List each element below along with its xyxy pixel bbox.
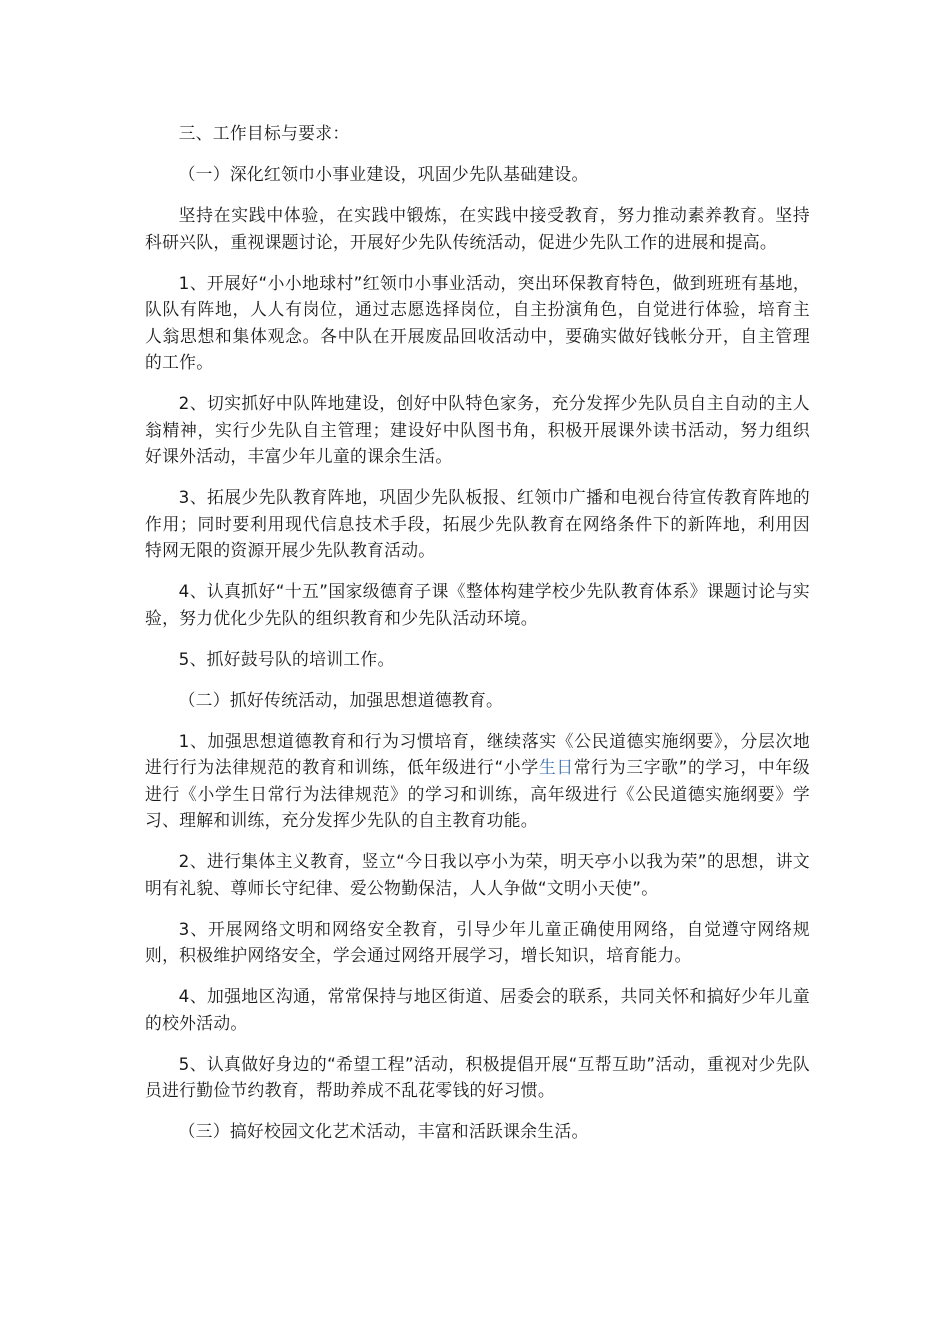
list-item: 4、认真抓好“十五”国家级德育子课《整体构建学校少先队教育体系》课题讨论与实验，努力优化少先队的组织教育和少先队活动环境。: [145, 581, 810, 628]
subsection-title-1: （一）深化红领巾小事业建设，巩固少先队基础建设。: [178, 164, 589, 184]
list-item: 2、切实抓好中队阵地建设，创好中队特色家务，充分发挥少先队员自主自动的主人翁精神，实行少先队自主管理；建设好中队图书角，积极开展课外读书活动，努力组织好课外活动，丰富少年儿童的课余生活。: [145, 393, 810, 466]
text-run: 1、加强思想道德教育和行为习惯培育，继续落实《公民道德实施纲要》，分层次地进行行为法律规范的教育和训练，低年级进行“小学: [145, 730, 810, 777]
list-item: 3、拓展少先队教育阵地，巩固少先队板报、红领巾广播和电视台待宣传教育阵地的作用；同时要利用现代信息技术手段，拓展少先队教育在网络条件下的新阵地，利用因特网无限的资源开展少先队教育活动。: [145, 487, 810, 560]
list-item: 1、开展好“小小地球村”红领巾小事业活动，突出环保教育特色，做到班班有基地，队队有阵地，人人有岗位，通过志愿选择岗位，自主扮演角色，自觉进行体验，培育主人翁思想和集体观念。各中队在开展废品回收活动中，要确实做好钱帐分开，自主管理的工作。: [145, 272, 810, 372]
list-item: 3、开展网络文明和网络安全教育，引导少年儿童正确使用网络，自觉遵守网络规则，积极维护网络安全，学会通过网络开展学习，增长知识，培育能力。: [145, 918, 810, 965]
paragraph-intro: 坚持在实践中体验，在实践中锻炼，在实践中接受教育，努力推动素养教育。坚持科研兴队，重视课题讨论，开展好少先队传统活动，促进少先队工作的进展和提高。: [145, 205, 810, 252]
hyperlink[interactable]: 生日: [538, 757, 574, 777]
list-item: 4、加强地区沟通，常常保持与地区街道、居委会的联系，共同关怀和搞好少年儿童的校外活动。: [145, 986, 810, 1033]
subsection-title-3: （三）搞好校园文化艺术活动，丰富和活跃课余生活。: [178, 1121, 589, 1141]
text-run: 常行为三字歌”的学习，中年级进行《小学生日常行为法律规范》的学习和训练，高年级进行《公民道德实施纲要》学习、理解和训练，充分发挥少先队的自主教育功能。: [145, 757, 810, 830]
list-item: 2、进行集体主义教育，竖立“今日我以亭小为荣，明天亭小以我为荣”的思想，讲文明有礼貌、尊师长守纪律、爱公物勤保洁，人人争做“文明小天使”。: [145, 851, 810, 898]
subsection-title-2: （二）抓好传统活动，加强思想道德教育。: [178, 689, 504, 710]
list-item: [145, 728, 810, 834]
list-item: 5、认真做好身边的“希望工程”活动，积极提倡开展“互帮互助”活动，重视对少先队员进行勤俭节约教育，帮助养成不乱花零钱的好习惯。: [145, 1053, 810, 1100]
list-item: 5、抓好鼓号队的培训工作。: [178, 648, 395, 669]
section-heading: 三、工作目标与要求：: [178, 123, 350, 143]
document-body: [145, 120, 810, 1159]
